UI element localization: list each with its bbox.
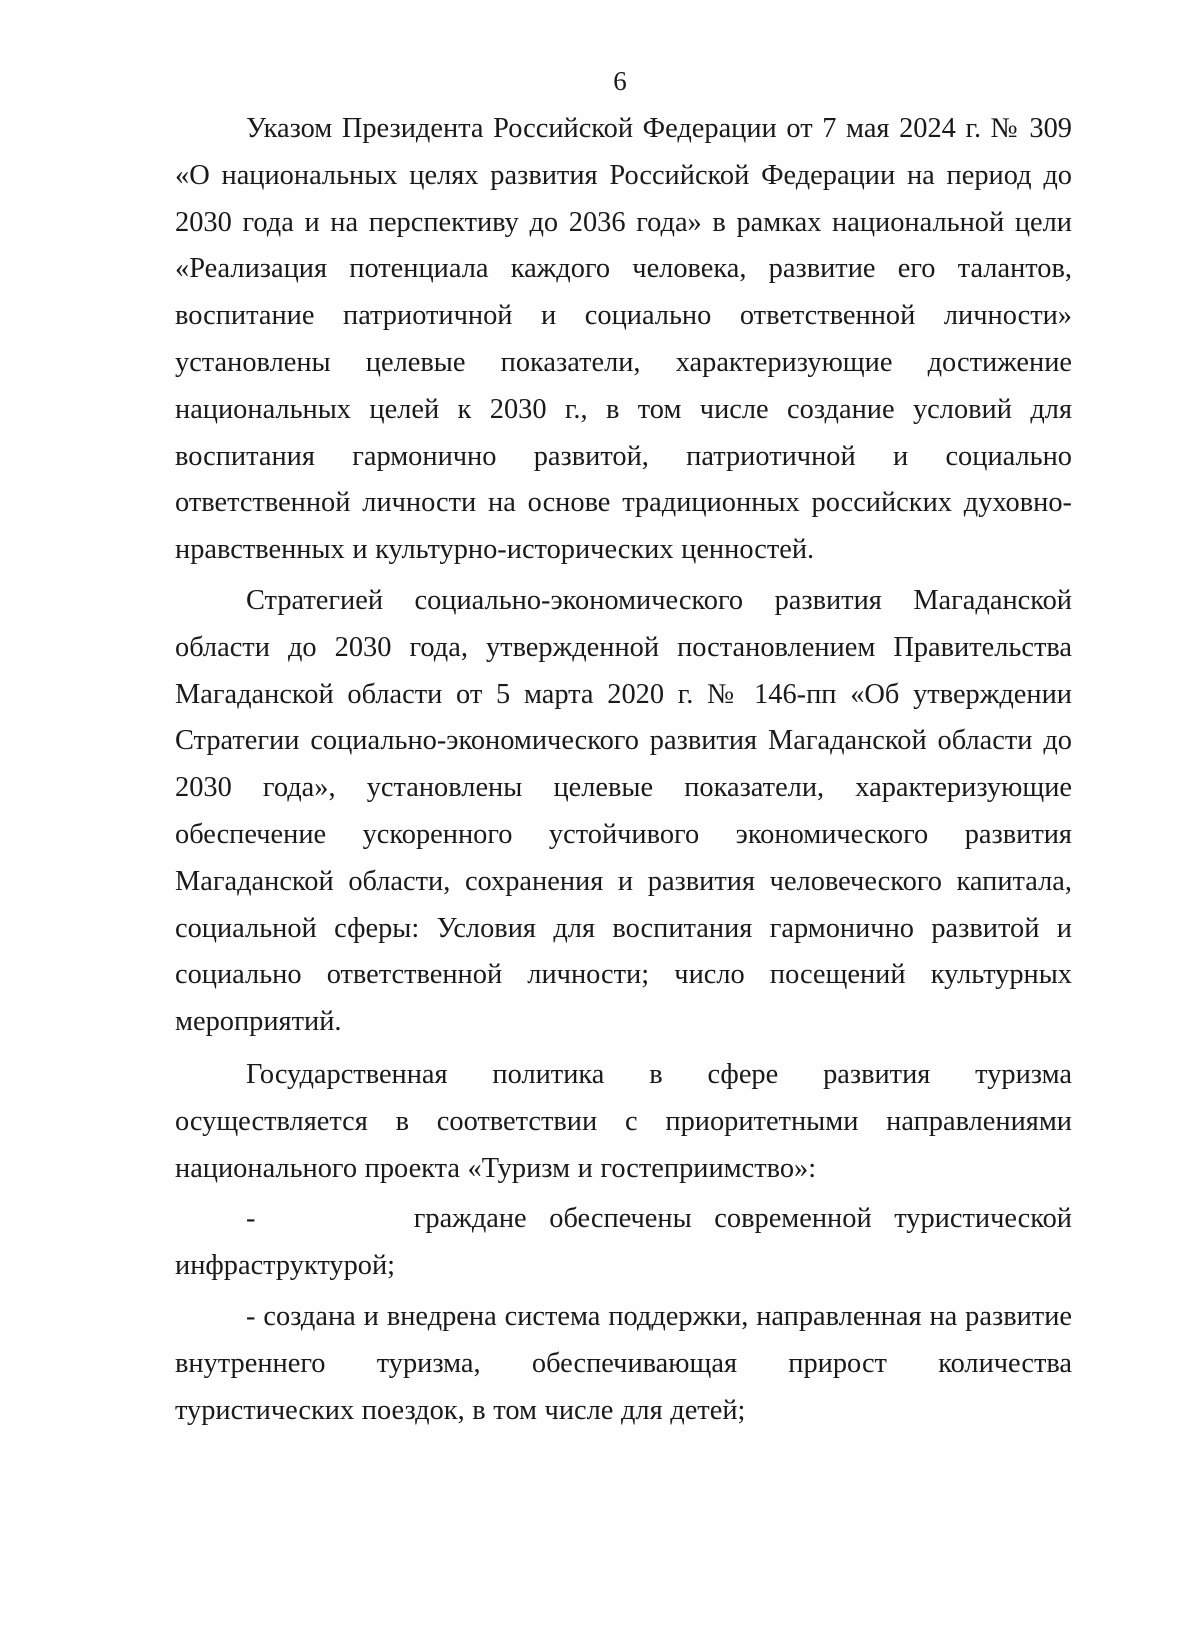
document-body xyxy=(175,106,1072,1434)
paragraph-regional-strategy: Стратегией социально-экономического развития Магаданской области до 2030 года, утвержденной постановлением Правительства Магаданской области от 5 марта 2020 г. № 146-пп «Об утверждении Стратегии социально-экономического развития Магаданской области до 2030 года», установлены целевые показатели, характеризующие обеспечение ускоренного устойчивого экономического развития Магаданской области, сохранения и развития человеческого капитала, социальной сферы: Условия для воспитания гармонично развитой и социально ответственной личности; число посещений культурных мероприятий. xyxy=(175,584,1072,1038)
paragraph-tourism-policy: Государственная политика в сфере развития туризма осуществляется в соответствии с приоритетными направлениями национального проекта «Туризм и гостеприимство»: xyxy=(175,1058,1072,1184)
paragraph-presidential-decree: Указом Президента Российской Федерации от 7 мая 2024 г. № 309 «О национальных целях развития Российской Федерации на период до 2030 года и на перспективу до 2036 года» в рамках национальной цели «Реализация потенциала каждого человека, развитие его талантов, воспитание патриотичной и социально ответственной личности» установлены целевые показатели, характеризующие достижение национальных целей к 2030 г., в том числе создание условий для воспитания гармонично развитой, патриотичной и социально ответственной личности на основе традиционных российских духовно-нравственных и культурно-исторических ценностей. xyxy=(175,113,1072,566)
page-number: 6 xyxy=(613,66,627,96)
list-item: - создана и внедрена система поддержки, направленная на развитие внутреннего туризма, обеспечивающая прирост количества туристических поездок, в том числе для детей; xyxy=(175,1300,1072,1426)
list-item: - граждане обеспечены современной туристической инфраструктурой; xyxy=(175,1203,1072,1282)
